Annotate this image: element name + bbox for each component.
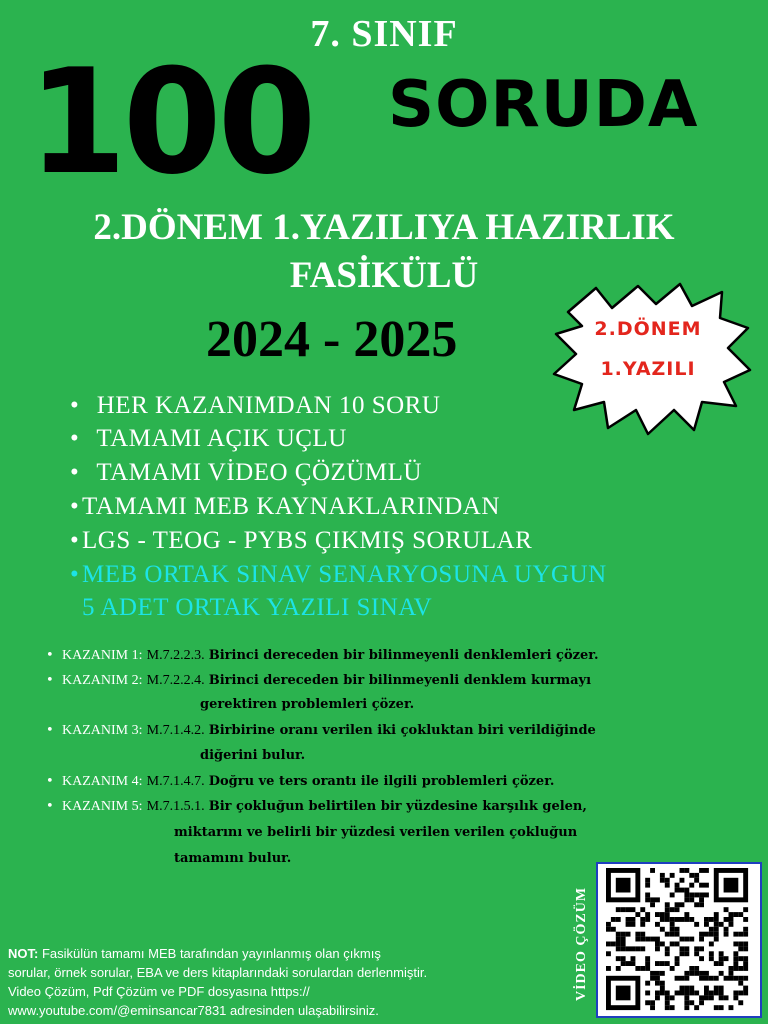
grade-heading: 7. SINIF [310,13,458,55]
bullet: • [70,493,80,520]
subtitle-line-2: FASİKÜLÜ [289,255,479,296]
feature-item [70,561,607,589]
feature-text: TAMAMI VİDEO ÇÖZÜMLÜ [96,459,422,486]
kazanim-desc: Birbirine oranı verilen iki çokluktan biri verildiğinde [208,723,596,738]
feature-text: TAMAMI MEB KAYNAKLARINDAN [82,493,500,520]
kazanim-code: M.7.1.4.2. [146,723,205,738]
school-year: 2024 - 2025 [206,311,458,368]
feature-text: LGS - TEOG - PYBS ÇIKMIŞ SORULAR [82,527,533,554]
kazanim-item: • KAZANIM 4: M.7.1.4.7. Doğru ve ters orantı ile ilgili problemleri çözer. [46,774,555,789]
kazanim-code: M.7.2.2.3. [146,648,205,663]
feature-item [70,493,500,521]
kazanim-desc: Birinci dereceden bir bilinmeyenli denklem kurmayı [208,673,592,688]
badge-line-2: 1.YAZILI [600,358,696,380]
kazanim-code: M.7.2.2.4. [146,673,205,688]
bullet: • [70,392,80,419]
note-line-3: Video Çözüm, Pdf Çözüm ve PDF dosyasına https:// [8,984,310,999]
note-line-4[interactable]: www.youtube.com/@eminsancar7831 adresinden ulaşabilirsiniz. [8,1003,379,1018]
soruda-title: SORUDA [388,68,699,142]
kazanim-continuation: miktarını ve belirli bir yüzdesi verilen verilen çokluğun [174,825,578,840]
kazanim-desc: Bir çokluğun belirtilen bir yüzdesine karşılık gelen, [208,799,587,814]
kazanim-desc: Doğru ve ters orantı ile ilgili problemleri çözer. [208,774,555,789]
kazanim-continuation: tamamını bulur. [174,851,292,866]
video-solution-label: VİDEO ÇÖZÜM [574,886,589,1002]
kazanim-item: • KAZANIM 1: M.7.2.2.3. Birinci dereceden bir bilinmeyenli denklemleri çözer. [46,648,599,663]
note-text [8,944,568,1020]
bullet: • [70,459,80,486]
feature-text: MEB ORTAK SINAV SENARYOSUNA UYGUN [82,561,607,588]
qr-code[interactable] [596,862,762,1018]
feature-text: TAMAMI AÇIK UÇLU [96,425,347,452]
kazanim-label: KAZANIM 3: [62,723,143,738]
feature-item [70,392,440,420]
qr-code-icon [598,864,760,1016]
subtitle-line-1: 2.DÖNEM 1.YAZILIYA HAZIRLIK [93,207,675,248]
kazanim-code: M.7.1.4.7. [146,774,205,789]
kazanim-continuation: diğerini bulur. [200,748,306,763]
kazanim-item: • KAZANIM 5: M.7.1.5.1. Bir çokluğun belirtilen bir yüzdesine karşılık gelen, [46,799,587,814]
feature-item [70,527,532,555]
kazanim-item: • KAZANIM 2: M.7.2.2.4. Birinci dereceden bir bilinmeyenli denklem kurmayı [46,673,592,688]
kazanim-label: KAZANIM 5: [62,799,143,814]
kazanim-label: KAZANIM 1: [62,648,143,663]
speech-bubble-badge [552,282,752,442]
kazanim-desc: Birinci dereceden bir bilinmeyenli denklemleri çözer. [208,648,599,663]
big-number-title: 100 [28,38,313,207]
feature-item [70,425,347,453]
note-label: NOT: [8,946,39,961]
feature-item [70,459,422,487]
note-line-1: Fasikülün tamamı MEB tarafından yayınlanmış olan çıkmış [38,946,381,961]
feature-text: 5 ADET ORTAK YAZILI SINAV [82,594,433,621]
feature-text: HER KAZANIMDAN 10 SORU [96,392,441,419]
bullet: • [70,561,80,588]
kazanim-continuation: gerektiren problemleri çözer. [200,697,415,712]
note-line-2: sorular, örnek sorular, EBA ve ders kitaplarındaki sorulardan derlenmiştir. [8,965,428,980]
kazanim-code: M.7.1.5.1. [146,799,205,814]
kazanim-label: KAZANIM 2: [62,673,143,688]
kazanim-item: • KAZANIM 3: M.7.1.4.2. Birbirine oranı verilen iki çokluktan biri verildiğinde [46,723,596,738]
feature-item [82,594,432,622]
bullet: • [70,425,80,452]
bullet: • [70,527,80,554]
kazanim-label: KAZANIM 4: [62,774,143,789]
note-line [8,944,568,963]
badge-line-1: 2.DÖNEM [594,318,702,340]
